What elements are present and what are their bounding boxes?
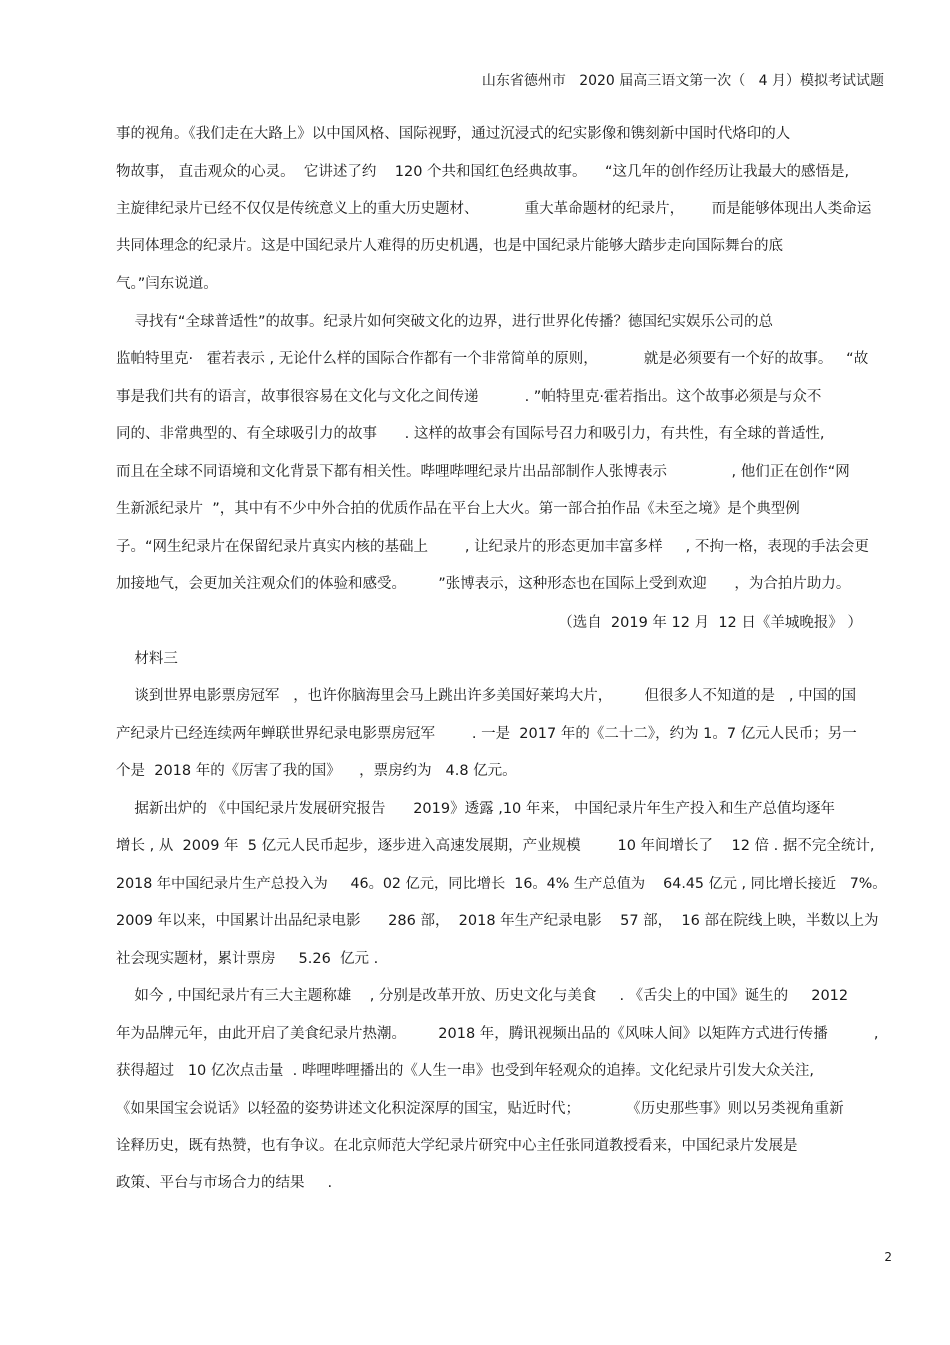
page-number: 2 bbox=[884, 1250, 892, 1264]
text-line: 共同体理念的纪录片。这是中国纪录片人难得的历史机遇，也是中国纪录片能够大踏步走向国际舞台的底 bbox=[116, 238, 783, 254]
source-citation: （选自 2019 年 12 月 12 日《羊城晚报》 ） bbox=[558, 615, 862, 631]
text-line: 2009 年以来，中国累计出品纪录电影 286 部， 2018 年生产纪录电影 57 部， 16 部在院线上映，半数以上为 bbox=[116, 913, 879, 929]
text-line: 据新出炉的 《中国纪录片发展研究报告 2019》透露 ,10 年来， 中国纪录片年生产投入和生产总值均逐年 bbox=[116, 801, 835, 817]
text-line: 监帕特里克· 霍若表示 , 无论什么样的国际合作都有一个非常简单的原则， 就是必须要有一个好的故事。 “故 bbox=[116, 351, 869, 367]
text-line: 气。”闫东说道。 bbox=[116, 276, 218, 292]
text-line: 个是 2018 年的《厉害了我的国》 ，票房约为 4.8 亿元。 bbox=[116, 763, 517, 779]
text-line: 诠释历史，既有热赞，也有争议。在北京师范大学纪录片研究中心主任张同道教授看来，中国纪录片发展是 bbox=[116, 1138, 798, 1154]
text-line: 加接地气，会更加关注观众们的体验和感受。 ”张博表示，这种形态也在国际上受到欢迎 ，为合拍片助力。 bbox=[116, 576, 851, 592]
text-line: 增长 , 从 2009 年 5 亿元人民币起步，逐步进入高速发展期，产业规模 10 年间增长了 12 倍 . 据不完全统计, bbox=[116, 838, 875, 854]
text-line: 政策、平台与市场合力的结果 . bbox=[116, 1175, 333, 1191]
text-line: 同的、非常典型的、有全球吸引力的故事 . 这样的故事会有国际号召力和吸引力，有共性，有全球的普适性, bbox=[116, 426, 825, 442]
text-line: 产纪录片已经连续两年蝉联世界纪录电影票房冠军 . 一是 2017 年的《二十二》，约为 1。7 亿元人民币；另一 bbox=[116, 726, 857, 742]
text-line: 如今 , 中国纪录片有三大主题称雄 , 分别是改革开放、历史文化与美食 . 《舌尖上的中国》诞生的 2012 bbox=[116, 988, 849, 1004]
text-line: 谈到世界电影票房冠军 ，也许你脑海里会马上跳出许多美国好莱坞大片， 但很多人不知道的是 , 中国的国 bbox=[116, 688, 857, 704]
text-line: 事是我们共有的语言，故事很容易在文化与文化之间传递 . ”帕特里克·霍若指出。这个故事必须是与众不 bbox=[116, 389, 822, 405]
text-line: 子。“网生纪录片在保留纪录片真实内核的基础上 , 让纪录片的形态更加丰富多样 , 不拘一格，表现的手法会更 bbox=[116, 539, 869, 555]
text-line: 2018 年中国纪录片生产总投入为 46。02 亿元，同比增长 16。4% 生产总值为 64.45 亿元 , 同比增长接近 7%。 bbox=[116, 876, 887, 892]
page-header: 山东省德州市 2020 届高三语文第一次（ 4 月）模拟考试试题 bbox=[481, 73, 884, 89]
text-line: 事的视角。《我们走在大路上》以中国风格、国际视野，通过沉浸式的纪实影像和镌刻新中国时代烙印的人 bbox=[116, 126, 791, 142]
text-line: 社会现实题材，累计票房 5.26 亿元 . bbox=[116, 951, 379, 967]
section-heading: 材料三 bbox=[116, 651, 178, 667]
text-line: 获得超过 10 亿次点击量 . 哔哩哔哩播出的《人生一串》也受到年轻观众的追捧。文化纪录片引发大众关注, bbox=[116, 1063, 814, 1079]
text-line: 物故事， 直击观众的心灵。 它讲述了约 120 个共和国红色经典故事。 “这几年的创作经历让我最大的感悟是, bbox=[116, 164, 850, 180]
text-line: 寻找有“全球普适性”的故事。纪录片如何突破文化的边界，进行世界化传播？德国纪实娱乐公司的总 bbox=[116, 314, 773, 330]
text-line: 而且在全球不同语境和文化背景下都有相关性。哔哩哔哩纪录片出品部制作人张博表示 , 他们正在创作“网 bbox=[116, 464, 850, 480]
text-line: 年为品牌元年，由此开启了美食纪录片热潮。 2018 年，腾讯视频出品的《风味人间》以矩阵方式进行传播 , bbox=[116, 1026, 879, 1042]
text-line: 生新派纪录片 ”，其中有不少中外合拍的优质作品在平台上大火。第一部合拍作品《未至之境》是个典型例 bbox=[116, 501, 800, 517]
text-line: 《如果国宝会说话》以轻盈的姿势讲述文化积淀深厚的国宝，贴近时代； 《历史那些事》则以另类视角重新 bbox=[116, 1101, 844, 1117]
text-line: 主旋律纪录片已经不仅仅是传统意义上的重大历史题材、 重大革命题材的纪录片， 而是能够体现出人类命运 bbox=[116, 201, 872, 217]
